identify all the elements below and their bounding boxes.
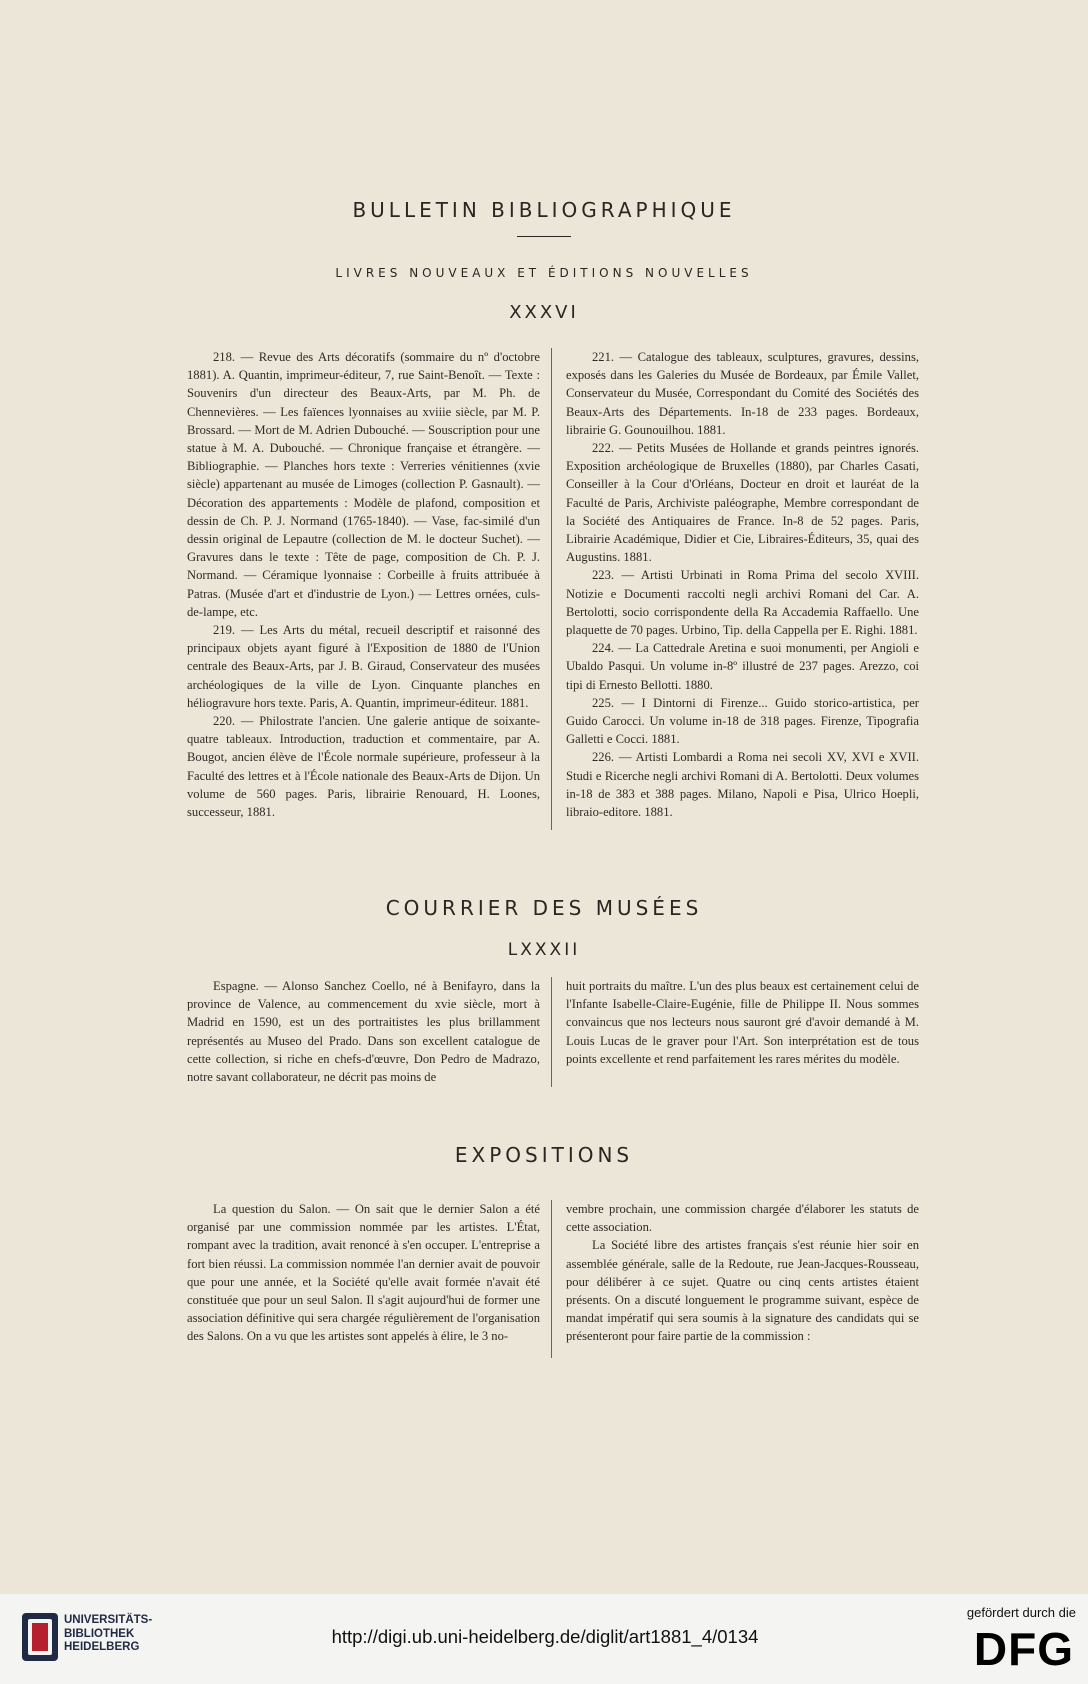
bulletin-right-column <box>566 348 919 821</box>
permalink-url[interactable]: http://digi.ub.uni-heidelberg.de/diglit/art1881_4/0134 <box>331 1626 759 1647</box>
column-divider <box>551 348 552 830</box>
expositions-right-para-2: La Société libre des artistes français s'est réunie hier soir en assemblée générale, salle de la Redoute, rue Jean-Jacques-Rousseau, pour délibérer à ce sujet. Quatre ou cinq cents artistes étaient présents. On a discuté longuement le programme suivant, espèce de mandat impératif qui sera soumis à la signature des candidats qui se présenteront pour faire partie de la commission : <box>566 1238 919 1344</box>
bulletin-left-column <box>187 348 540 821</box>
courrier-left-text: Espagne. — Alonso Sanchez Coello, né à Benifayro, dans la province de Valence, au commencement du xvie siècle, mort à Madrid en 1590, est un des portraitistes les plus brillamment représentés au Museo del Prado. Dans son excellent catalogue de cette collection, si riche en chefs-d'œuvre, Don Pedro de Madrazo, notre savant collaborateur, ne décrit pas moins de <box>187 979 540 1085</box>
expositions-title: EXPOSITIONS <box>454 1143 634 1167</box>
bulletin-number: XXXVI <box>509 302 579 323</box>
column-divider <box>551 1200 552 1358</box>
expositions-left-column <box>187 1200 540 1346</box>
entry-221: 221. — Catalogue des tableaux, sculptures, gravures, dessins, exposés dans les Galeries du Musée de Bordeaux, par Émile Vallet, Conservateur du Musée, Correspondant du Comité des Sociétés des Beaux-Arts des Départements. In-18 de 233 pages. Bordeaux, librairie G. Gounouilhou. 1881. <box>566 350 919 437</box>
courrier-right-column <box>566 977 919 1068</box>
expositions-left-text: La question du Salon. — On sait que le dernier Salon a été organisé par une commission nommée par les artistes. L'État, rompant avec la tradition, avait renoncé à s'en occuper. L'entreprise a fort bien réussi. La commission nommée l'an dernier avait de pouvoir que pour une année, et la Société qu'elle avait formée n'avait été constituée que pour un seul Salon. Il s'agit aujourd'hui de former une association définitive qui sera chargée régulièrement de l'organisation des Salons. On a vu que les artistes sont appelés à élire, le 3 no- <box>187 1202 540 1344</box>
bulletin-subtitle: LIVRES NOUVEAUX ET ÉDITIONS NOUVELLES <box>335 266 753 280</box>
university-seal-icon <box>20 1611 60 1663</box>
entry-225: 225. — I Dintorni di Firenze... Guido storico-artistica, per Guido Carocci. Un volume in-18 de 318 pages. Firenze, Tipografia Galletti e Cocci. 1881. <box>566 695 919 747</box>
entry-222: 222. — Petits Musées de Hollande et grands peintres ignorés. Exposition archéologique de Bruxelles (1880), par Charles Casati, Conseiller à la Cour d'Orléans, Docteur en droit et lauréat de la Faculté de Paris, Archiviste paléographe, Membre correspondant de la Société des Antiquaires de France. In-8 de 52 pages. Paris, Librairie Académique, Didier et Cie, Libraires-Éditeurs, 35, quai des Augustins. 1881. <box>566 441 919 565</box>
column-divider <box>551 977 552 1087</box>
entry-223: 223. — Artisti Urbinati in Roma Prima del secolo XVIII. Notizie e Documenti raccolti negli archivi Romani del Car. A. Bertolotti, socio corrispondente della Ra Accademia Raffaello. Une plaquette de 70 pages. Urbino, Tip. della Cappella per E. Righi. 1881. <box>566 568 919 638</box>
courrier-left-column <box>187 977 540 1086</box>
library-line-3: HEIDELBERG <box>64 1641 140 1653</box>
bulletin-title: BULLETIN BIBLIOGRAPHIQUE <box>352 198 736 222</box>
courrier-number: LXXXII <box>507 940 581 960</box>
expositions-right-para-1: vembre prochain, une commission chargée d'élaborer les statuts de cette association. <box>566 1202 919 1235</box>
entry-219: 219. — Les Arts du métal, recueil descriptif et raisonné des principaux objets ayant figuré à l'Exposition de 1880 de l'Union centrale des Beaux-Arts, par J. B. Giraud, Conservateur des musées archéologiques de la ville de Lyon. Cinquante planches en héliogravure hors texte. Paris, A. Quantin, imprimeur-éditeur. 1881. <box>187 623 540 710</box>
library-name <box>64 1614 152 1655</box>
expositions-right-column <box>566 1200 919 1346</box>
funded-by-label: gefördert durch die <box>966 1605 1076 1620</box>
library-line-2: BIBLIOTHEK <box>64 1627 135 1640</box>
entry-224: 224. — La Cattedrale Aretina e suoi monumenti, per Angioli e Ubaldo Pasqui. Un volume in-8º illustré de 237 pages. Arezzo, coi tipi di Ernesto Bellotti. 1880. <box>566 641 919 692</box>
courrier-title: COURRIER DES MUSÉES <box>385 896 703 920</box>
library-line-1: UNIVERSITÄTS- <box>64 1614 153 1626</box>
entry-226: 226. — Artisti Lombardi a Roma nei secoli XV, XVI e XVII. Studi e Ricerche negli archivi Romani di A. Bertolotti. Deux volumes in-18 de 383 et 388 pages. Milano, Napoli e Pisa, Ulrico Hoepli, libraio-editore. 1881. <box>566 750 919 820</box>
dfg-logo: DFG <box>973 1623 1074 1675</box>
entry-218: 218. — Revue des Arts décoratifs (sommaire du nº d'octobre 1881). A. Quantin, imprimeur-éditeur, 7, rue Saint-Benoît. — Texte : Souvenirs d'un directeur des Beaux-Arts, par M. Ph. de Chennevières. — Les faïences lyonnaises au xviiie siècle, par M. P. Brossard. — Mort de M. Adrien Dubouché. — Souscription pour une statue à M. A. Dubouché. — Chronique française et étrangère. — Bibliographie. — Planches hors texte : Verreries vénitiennes (xvie siècle) appartenant au musée de Limoges (collection P. Gasnault). — Décoration des appartements : Modèle de plafond, composition et dessin de Ch. P. J. Normand (1765-1840). — Vase, fac-similé d'un dessin original de Lepautre (collection de M. le docteur Suchet). — Gravures dans le texte : Tête de page, composition de Ch. P. J. Normand. — Céramique lyonnaise : Corbeille à fruits attribuée à Patras. (Musée d'art et d'industrie de Lyon.) — Lettres ornées, culs-de-lampe, etc. <box>187 350 540 619</box>
courrier-right-text: huit portraits du maître. L'un des plus beaux est certainement celui de l'Infante Isabelle-Claire-Eugénie, fille de Philippe II. Nous sommes convaincus que nos lecteurs nous sauront gré d'avoir demandé à M. Louis Lucas de le graver pour l'Art. Son interprétation est de tous points excellente et rend parfaitement les rares mérites du modèle. <box>566 979 919 1066</box>
entry-220: 220. — Philostrate l'ancien. Une galerie antique de soixante-quatre tableaux. Introduction, traduction et commentaire, par A. Bougot, ancien élève de l'École normale supérieure, professeur à la Faculté des lettres et à l'École nationale des Beaux-Arts de Dijon. Un volume de 560 pages. Paris, librairie Renouard, H. Loones, successeur, 1881. <box>187 714 540 820</box>
title-rule <box>517 236 571 237</box>
